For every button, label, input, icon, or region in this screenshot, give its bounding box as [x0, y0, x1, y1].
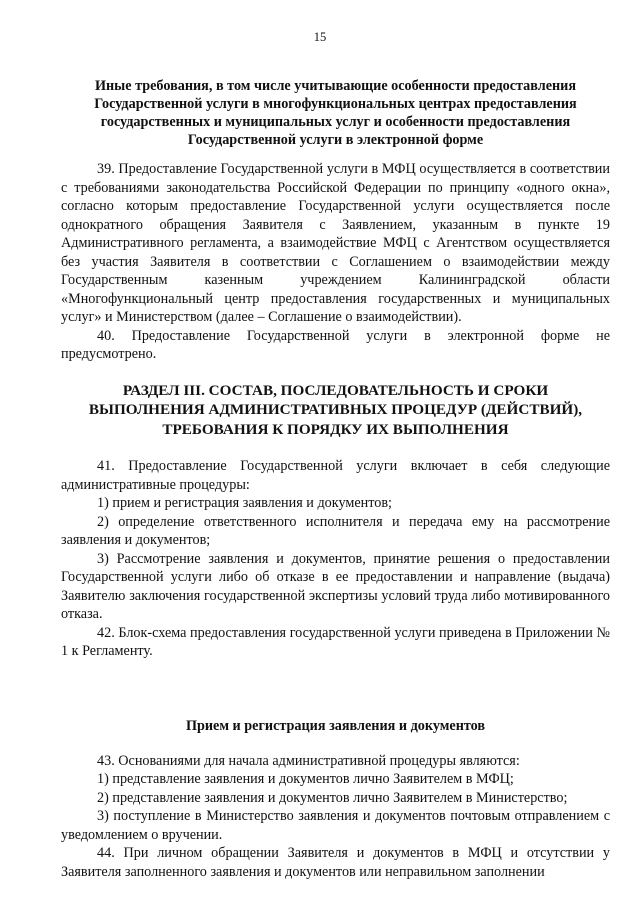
paragraph-42: 42. Блок-схема предоставления государственной услуги приведена в Приложении № 1 к Регламенту. — [61, 624, 610, 659]
list-item: 2) определение ответственного исполнителя и передача ему на рассмотрение заявления и документов; — [61, 513, 610, 548]
section-heading-razdel-3 — [61, 381, 610, 440]
heading-line: ВЫПОЛНЕНИЯ АДМИНИСТРАТИВНЫХ ПРОЦЕДУР (ДЕЙСТВИЙ), — [88, 401, 583, 418]
document-body — [61, 77, 610, 881]
subsection-heading: Прием и регистрация заявления и документов — [185, 717, 486, 734]
heading-line: Государственной услуги в электронной форме — [187, 132, 484, 148]
heading-line: Иные требования, в том числе учитывающие особенности предоставления — [94, 78, 577, 94]
page-number: 15 — [313, 30, 327, 44]
heading-line: РАЗДЕЛ III. СОСТАВ, ПОСЛЕДОВАТЕЛЬНОСТЬ И СРОКИ — [122, 381, 549, 399]
section-heading-other-requirements — [61, 77, 610, 149]
paragraph-44: 44. При личном обращении Заявителя и документов в МФЦ и отсутствии у Заявителя заполненного заявления и документов или неправильном заполнении — [61, 845, 610, 880]
paragraph-40: 40. Предоставление Государственной услуги в электронной форме не предусмотрено. — [61, 327, 610, 362]
paragraph-43: 43. Основаниями для начала административной процедуры являются: — [97, 752, 520, 769]
list-item: 3) Рассмотрение заявления и документов, принятие решения о предоставлении Государственной услуги либо об отказе в ее предоставлении и направление (выдача) Заявителю заключения государственной экспертизы условий труда либо мотивированного отказа. — [61, 550, 610, 622]
list-item: 1) прием и регистрация заявления и документов; — [97, 495, 392, 511]
heading-line: государственных и муниципальных услуг и особенности предоставления — [100, 114, 571, 130]
paragraph-39: 39. Предоставление Государственной услуги в МФЦ осуществляется в соответствии с требованиями законодательства Российской Федерации по принципу «одного окна», согласно которым предоставление Государственной услуги осуществляется после однократного обращения Заявителя с Заявлением, указанным в пункте 19 Административного регламента, а взаимодействие МФЦ с Агентством осуществляется без участия Заявителя в соответствии с Соглашением о взаимодействии между Государственным казенным учреждением Калининградской области «Многофункциональный центр предоставления государственных и муниципальных услуг» и Министерством (далее – Соглашение о взаимодействии). — [61, 161, 610, 325]
paragraph-41: 41. Предоставление Государственной услуги включает в себя следующие административные процедуры: — [61, 458, 610, 493]
heading-line: Государственной услуги в многофункциональных центрах предоставления — [94, 96, 577, 112]
list-item: 3) поступление в Министерство заявления и документов почтовым отправлением с уведомлением о вручении. — [61, 808, 610, 843]
list-item: 2) представление заявления и документов лично Заявителем в Министерство; — [97, 789, 568, 806]
list-item: 1) представление заявления и документов лично Заявителем в МФЦ; — [97, 771, 514, 787]
heading-line: ТРЕБОВАНИЯ К ПОРЯДКУ ИХ ВЫПОЛНЕНИЯ — [162, 420, 509, 438]
